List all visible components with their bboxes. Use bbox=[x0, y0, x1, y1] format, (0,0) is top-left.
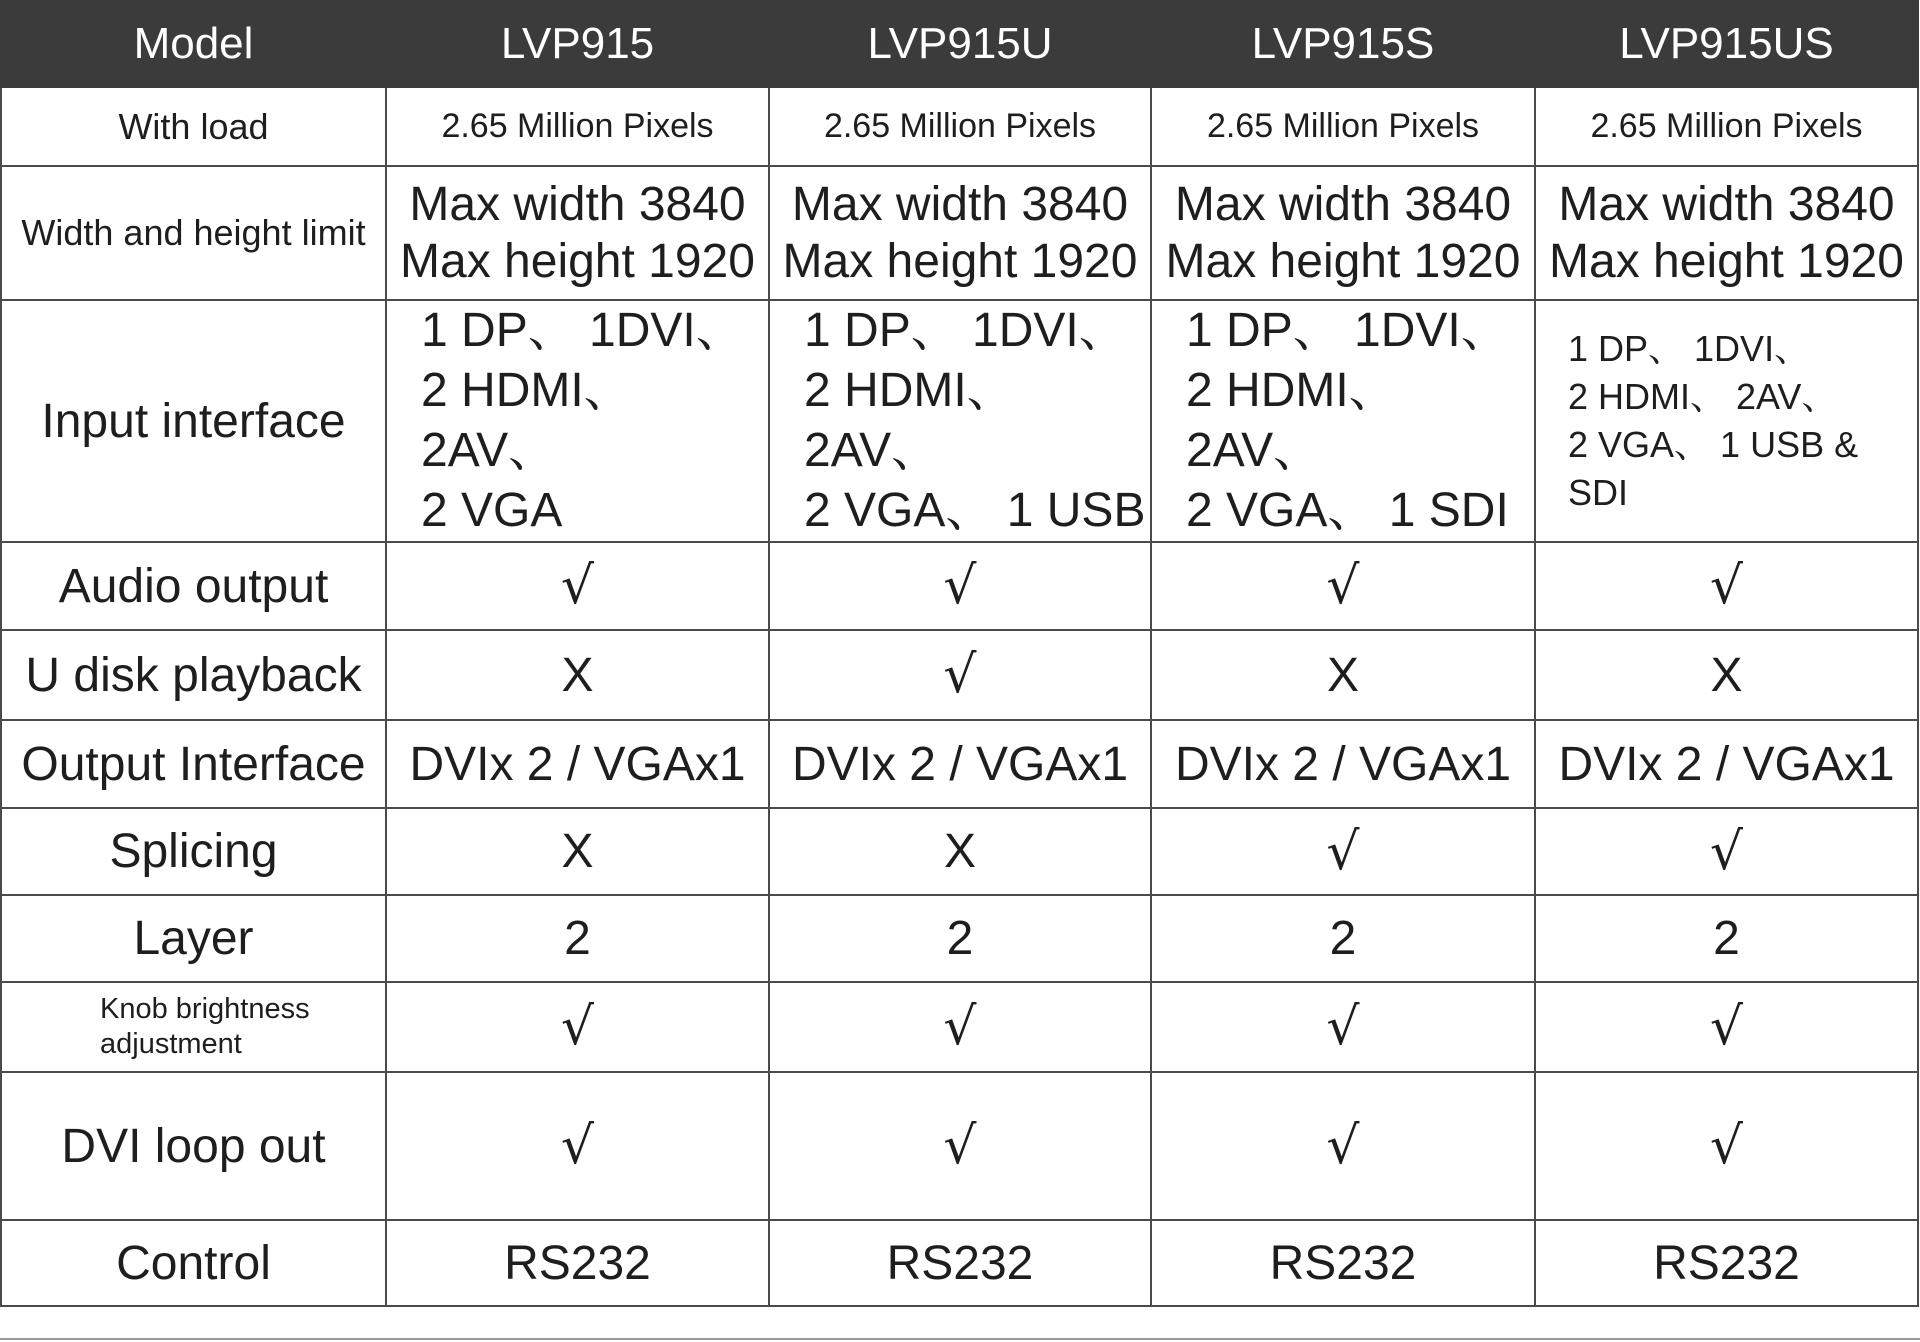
cell-line: 1 DP、 1DVI、 bbox=[1568, 328, 1811, 369]
cell-line: 1 DP、 1DVI、 bbox=[804, 304, 1127, 357]
cell-line: Max width 3840 bbox=[791, 178, 1129, 231]
cell-line: Max height 1920 bbox=[1165, 235, 1521, 288]
check-mark-icon: √ bbox=[769, 982, 1151, 1072]
cell-line: Max width 3840 bbox=[1174, 178, 1512, 231]
cross-mark: X bbox=[769, 808, 1151, 895]
header-model-lvp915s: LVP915S bbox=[1151, 1, 1535, 87]
cross-mark: X bbox=[1151, 630, 1535, 720]
table-row bbox=[1, 542, 1918, 630]
cell-line: 1 DP、 1DVI、 bbox=[421, 304, 744, 357]
cell-input-interface bbox=[386, 300, 769, 542]
row-label-dvi-loop-out: DVI loop out bbox=[1, 1072, 386, 1220]
cell-output-interface: DVIx 2 / VGAx1 bbox=[1535, 720, 1918, 808]
row-label-knob-brightness bbox=[1, 982, 386, 1072]
cell-with-load: 2.65 Million Pixels bbox=[1151, 87, 1535, 166]
table-row bbox=[1, 630, 1918, 720]
header-model-label: Model bbox=[1, 1, 386, 87]
cell-width-height bbox=[386, 166, 769, 300]
cell-control: RS232 bbox=[386, 1220, 769, 1306]
cell-line: Max width 3840 bbox=[409, 178, 746, 231]
row-label-input-interface: Input interface bbox=[1, 300, 386, 542]
cross-mark: X bbox=[1535, 630, 1918, 720]
cell-input-interface bbox=[1151, 300, 1535, 542]
cell-line: 2 HDMI、 2AV、 bbox=[1186, 364, 1397, 477]
cell-with-load: 2.65 Million Pixels bbox=[1535, 87, 1918, 166]
cell-output-interface: DVIx 2 / VGAx1 bbox=[1151, 720, 1535, 808]
table-row bbox=[1, 982, 1918, 1072]
cell-line: Max height 1920 bbox=[1549, 235, 1904, 288]
row-label-control: Control bbox=[1, 1220, 386, 1306]
cell-input-interface bbox=[769, 300, 1151, 542]
check-mark-icon: √ bbox=[386, 982, 769, 1072]
check-mark-icon: √ bbox=[1535, 1072, 1918, 1220]
table-row bbox=[1, 720, 1918, 808]
cell-with-load: 2.65 Million Pixels bbox=[769, 87, 1151, 166]
cell-line: 2 VGA bbox=[421, 484, 563, 537]
cell-control: RS232 bbox=[1151, 1220, 1535, 1306]
table-row bbox=[1, 300, 1918, 542]
cell-width-height bbox=[1535, 166, 1918, 300]
cell-line: 2 VGA、 1 USB & SDI bbox=[1568, 424, 1859, 513]
row-label-with-load: With load bbox=[1, 87, 386, 166]
cross-mark: X bbox=[386, 630, 769, 720]
check-mark-icon: √ bbox=[1151, 1072, 1535, 1220]
cell-with-load: 2.65 Million Pixels bbox=[386, 87, 769, 166]
header-model-lvp915u: LVP915U bbox=[769, 1, 1151, 87]
check-mark-icon: √ bbox=[386, 542, 769, 630]
header-model-lvp915: LVP915 bbox=[386, 1, 769, 87]
cell-line: 2 HDMI、 2AV、 bbox=[1568, 376, 1838, 417]
cell-line: 2 HDMI、 2AV、 bbox=[421, 364, 632, 477]
header-row bbox=[1, 1, 1918, 87]
cell-line: Max height 1920 bbox=[782, 235, 1138, 288]
check-mark-icon: √ bbox=[769, 630, 1151, 720]
table-row bbox=[1, 808, 1918, 895]
row-label-output-interface: Output Interface bbox=[1, 720, 386, 808]
cell-line: 1 DP、 1DVI、 bbox=[1186, 304, 1509, 357]
bottom-divider bbox=[0, 1338, 1920, 1340]
cell-layer: 2 bbox=[769, 895, 1151, 982]
row-label-u-disk-playback: U disk playback bbox=[1, 630, 386, 720]
row-label-audio-output: Audio output bbox=[1, 542, 386, 630]
cell-input-interface bbox=[1535, 300, 1918, 542]
cell-width-height bbox=[769, 166, 1151, 300]
check-mark-icon: √ bbox=[769, 542, 1151, 630]
table-row bbox=[1, 895, 1918, 982]
table-row bbox=[1, 87, 1918, 166]
cell-width-height bbox=[1151, 166, 1535, 300]
check-mark-icon: √ bbox=[1535, 542, 1918, 630]
table-row bbox=[1, 166, 1918, 300]
check-mark-icon: √ bbox=[1535, 808, 1918, 895]
cell-line: 2 VGA、 1 USB bbox=[804, 484, 1146, 537]
check-mark-icon: √ bbox=[1151, 808, 1535, 895]
cell-layer: 2 bbox=[1535, 895, 1918, 982]
cell-line: 2 VGA、 1 SDI bbox=[1186, 484, 1509, 537]
cell-control: RS232 bbox=[769, 1220, 1151, 1306]
cell-output-interface: DVIx 2 / VGAx1 bbox=[386, 720, 769, 808]
table-row bbox=[1, 1220, 1918, 1306]
cell-line: Max width 3840 bbox=[1558, 178, 1895, 231]
cell-line: Max height 1920 bbox=[400, 235, 755, 288]
row-label-line: adjustment bbox=[100, 1028, 242, 1060]
check-mark-icon: √ bbox=[386, 1072, 769, 1220]
cell-control: RS232 bbox=[1535, 1220, 1918, 1306]
header-model-lvp915us: LVP915US bbox=[1535, 1, 1918, 87]
check-mark-icon: √ bbox=[1535, 982, 1918, 1072]
cell-line: 2 HDMI、 2AV、 bbox=[804, 364, 1015, 477]
row-label-layer: Layer bbox=[1, 895, 386, 982]
row-label-width-height: Width and height limit bbox=[1, 166, 386, 300]
cell-output-interface: DVIx 2 / VGAx1 bbox=[769, 720, 1151, 808]
cross-mark: X bbox=[386, 808, 769, 895]
check-mark-icon: √ bbox=[1151, 542, 1535, 630]
row-label-splicing: Splicing bbox=[1, 808, 386, 895]
cell-layer: 2 bbox=[1151, 895, 1535, 982]
check-mark-icon: √ bbox=[1151, 982, 1535, 1072]
check-mark-icon: √ bbox=[769, 1072, 1151, 1220]
row-label-line: Knob brightness bbox=[100, 993, 310, 1025]
table-row bbox=[1, 1072, 1918, 1220]
cell-layer: 2 bbox=[386, 895, 769, 982]
